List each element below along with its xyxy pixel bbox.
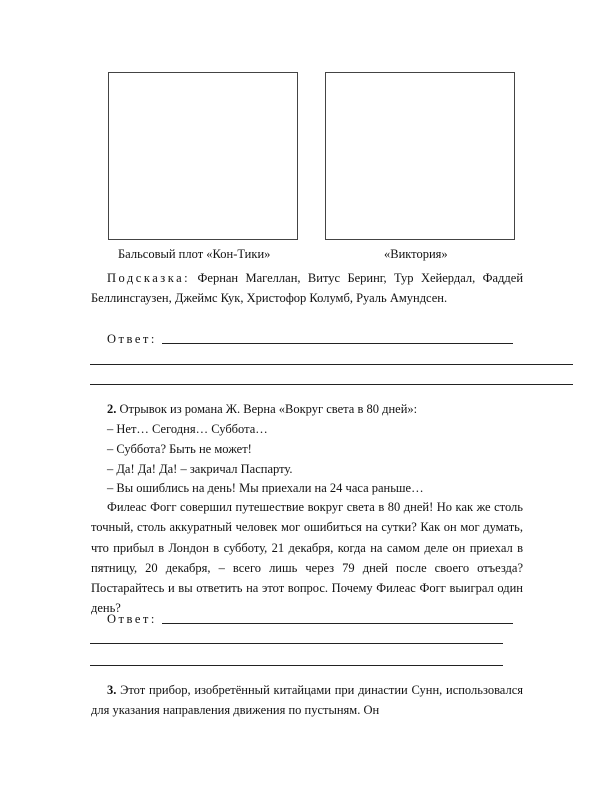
dialogue-line-4: – Вы ошиблись на день! Мы приехали на 24 часа раньше… <box>107 481 424 495</box>
answer-line-2a[interactable] <box>162 623 513 624</box>
task2-intro-text: Отрывок из романа Ж. Верна «Вокруг света в 80 дней»: <box>119 402 418 416</box>
victoria-image-frame <box>325 72 515 240</box>
kon-tiki-caption: Бальсовый плот «Кон-Тики» <box>118 247 271 261</box>
victoria-caption: «Виктория» <box>384 247 448 261</box>
hint-label: Подсказка: <box>107 271 191 285</box>
task2-number: 2. <box>107 402 117 416</box>
task3-text: Этот прибор, изобретённый китайцами при династии Сунн, использовался для указания направления движения по пустыням. Он <box>91 683 524 718</box>
dialogue-line-1: – Нет… Сегодня… Суббота… <box>107 422 268 436</box>
task2-paragraph: Филеас Фогг совершил путешествие вокруг света в 80 дней! Но как же столь точный, столь аккуратный человек мог ошибиться на сутки? Как он мог думать, что прибыл в Лондон в субботу, 21 декабря, когда на самом деле он приехал в пятницу, 20 декабря, – всего лишь через 79 дней после своего отъезда? Постарайтесь и вы ответить на этот вопрос. Почему Филеас Фогг выиграл один день? <box>91 500 523 616</box>
answer-label-1: Ответ: <box>107 332 157 346</box>
answer-line-1b[interactable] <box>90 364 573 365</box>
task2-intro <box>107 401 417 417</box>
answer-label-2: Ответ: <box>107 612 157 626</box>
hint-paragraph <box>91 268 523 309</box>
dialogue-line-3: – Да! Да! Да! – закричал Паспарту. <box>107 462 293 476</box>
answer-line-1c[interactable] <box>90 384 573 385</box>
dialogue-line-2: – Суббота? Быть не может! <box>107 442 252 456</box>
kon-tiki-image-frame <box>108 72 298 240</box>
answer-line-2c[interactable] <box>90 665 503 666</box>
answer-line-2b[interactable] <box>90 643 503 644</box>
hint-text: Фернан Магеллан, Витус Беринг, Тур Хейердал, Фаддей Беллинсгаузен, Джеймс Кук, Христофор Колумб, Руаль Амундсен. <box>91 271 524 306</box>
answer-line-1a[interactable] <box>162 343 513 344</box>
task3-paragraph <box>91 680 523 721</box>
task3-number: 3. <box>107 683 117 697</box>
